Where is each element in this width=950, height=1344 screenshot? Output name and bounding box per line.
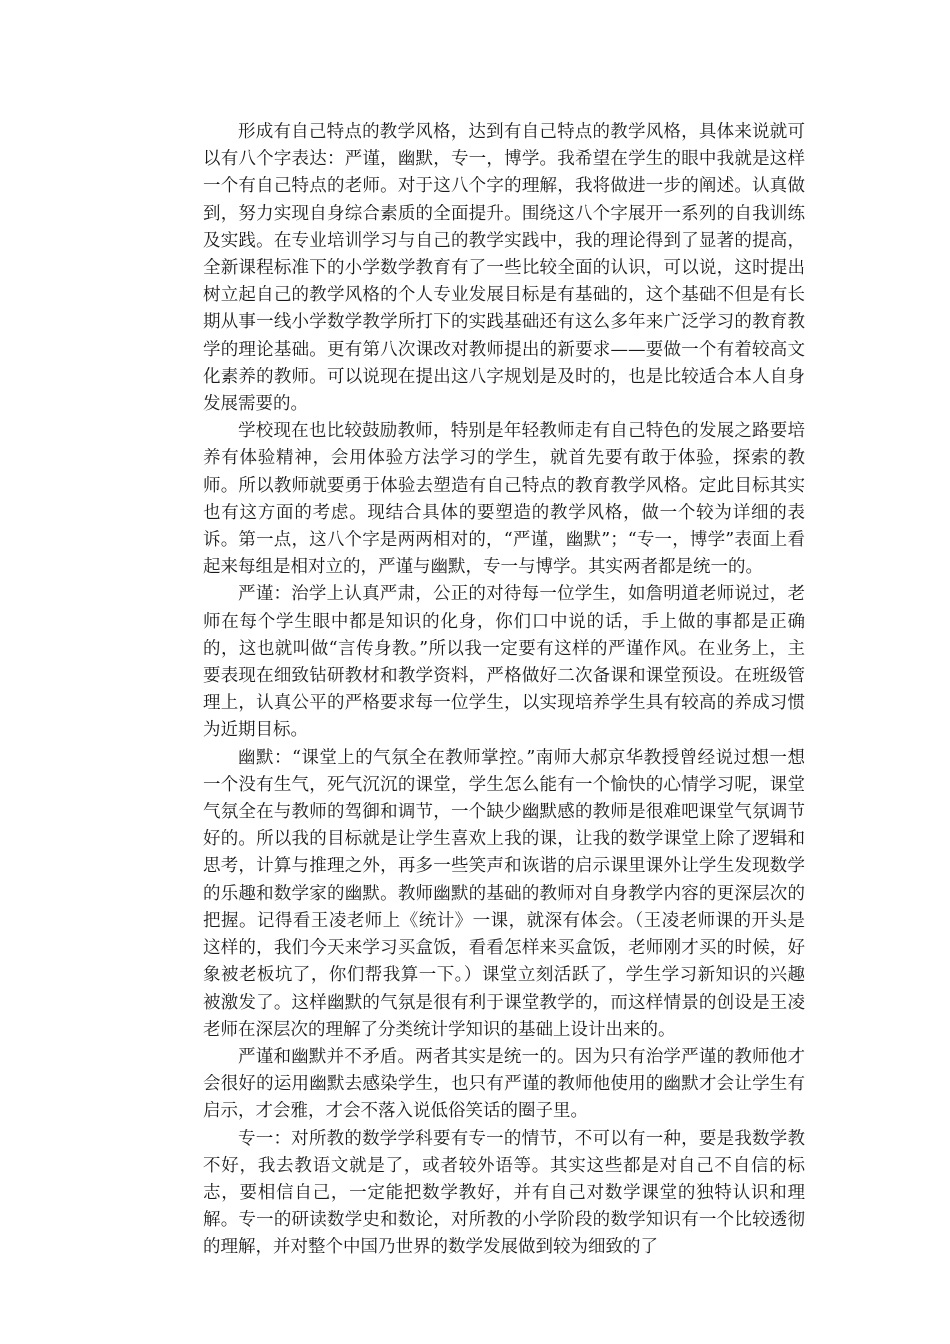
- paragraph-school-encouragement: 学校现在也比较鼓励教师，特别是年轻教师走有自己特色的发展之路要培养有体验精神，会用体验方法学习的学生，就首先要有敢于体验，探索的教师。所以教师就要勇于体验去塑造有自己特点的教育教学风格。定此目标其实也有这方面的考虑。现结合具体的要塑造的教学风格，做一个较为详细的表诉。第一点，这八个字是两两相对的，“严谨，幽默”；“专一，博学”表面上看起来每组是相对立的，严谨与幽默，专一与博学。其实两者都是统一的。: [203, 421, 805, 578]
- paragraph-humor: 幽默：“课堂上的气氛全在教师掌控。”南师大郝京华教授曾经说过想一想一个没有生气，死气沉沉的课堂，学生怎么能有一个愉快的心情学习呢，课堂气氛全在与教师的驾御和调节，一个缺少幽默感的教师是很难吧课堂气氛调节好的。所以我的目标就是让学生喜欢上我的课，让我的数学课堂上除了逻辑和思考，计算与推理之外，再多一些笑声和诙谐的启示课里课外让学生发现数学的乐趣和数学家的幽默。教师幽默的基础的教师对自身教学内容的更深层次的把握。记得看王凌老师上《统计》一课，就深有体会。（王凌老师课的开头是这样的，我们今天来学习买盒饭，看看怎样来买盒饭，老师刚才买的时候，好象被老板坑了，你们帮我算一下。）课堂立刻活跃了，学生学习新知识的兴趣被激发了。这样幽默的气氛是很有利于课堂教学的，而这样情景的创设是王凌老师在深层次的理解了分类统计学知识的基础上设计出来的。: [203, 747, 805, 1040]
- paragraph-dedication: 专一：对所教的数学学科要有专一的情节，不可以有一种，要是我数学教不好，我去教语文就是了，或者较外语等。其实这些都是对自己不自信的标志，要相信自己，一定能把数学教好，并有自己对数学课堂的独特认识和理解。专一的研读数学史和数论，对所教的小学阶段的数学知识有一个比较透彻的理解，并对整个中国乃世界的数学发展做到较为细致的了: [203, 1128, 805, 1258]
- paragraph-teaching-style-intro: 形成有自己特点的教学风格，达到有自己特点的教学风格，具体来说就可以有八个字表达：严谨，幽默，专一，博学。我希望在学生的眼中我就是这样一个有自己特点的老师。对于这八个字的理解，我将做进一步的阐述。认真做到，努力实现自身综合素质的全面提升。围绕这八个字展开一系列的自我训练及实践。在专业培训学习与自己的教学实践中，我的理论得到了显著的提高，全新课程标准下的小学数学教育有了一些比较全面的认识，可以说，这时提出树立起自己的教学风格的个人专业发展目标是有基础的，这个基础不但是有长期从事一线小学数学教学所打下的实践基础还有这么多年来广泛学习的教育教学的理论基础。更有第八次课改对教师提出的新要求——要做一个有着较高文化素养的教师。可以说现在提出这八字规划是及时的，也是比较适合本人自身发展需要的。: [203, 122, 805, 415]
- paragraph-rigor: 严谨：治学上认真严肃，公正的对待每一位学生，如詹明道老师说过，老师在每个学生眼中都是知识的化身，你们口中说的话，手上做的事都是正确的，这也就叫做“言传身教。”所以我一定要有这样的严谨作风。在业务上，主要表现在细致钻研教材和教学资料，严格做好二次备课和课堂预设。在班级管理上，认真公平的严格要求每一位学生，以实现培养学生具有较高的养成习惯为近期目标。: [203, 584, 805, 741]
- paragraph-rigor-humor-unity: 严谨和幽默并不矛盾。两者其实是统一的。因为只有治学严谨的教师他才会很好的运用幽默去感染学生，也只有严谨的教师他使用的幽默才会让学生有启示，才会雅，才会不落入说低俗笑话的圈子里。: [203, 1046, 805, 1122]
- document-page: [203, 119, 805, 1262]
